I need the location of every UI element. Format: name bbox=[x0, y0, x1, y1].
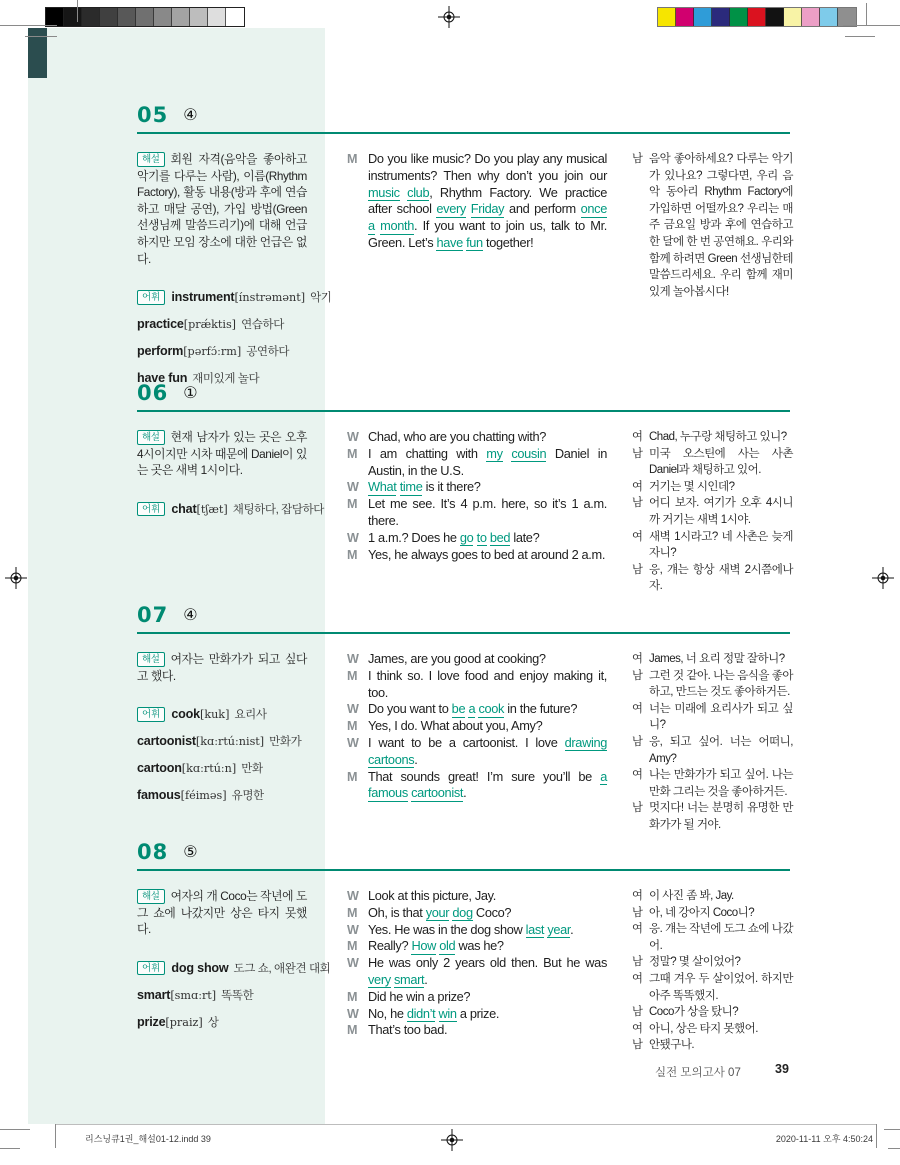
speaker-label: M bbox=[347, 668, 358, 683]
grayscale-swatch bbox=[154, 8, 172, 26]
highlighted-word: once bbox=[580, 201, 607, 217]
vocabulary-meaning: 채팅하다, 잡담하다 bbox=[232, 503, 325, 516]
translation-speaker-label: 여 bbox=[632, 923, 643, 936]
translation-line bbox=[632, 668, 793, 701]
dialogue-line bbox=[347, 496, 607, 530]
dialogue-line bbox=[347, 530, 607, 547]
explanation-paragraph bbox=[137, 888, 307, 938]
crop-mark bbox=[866, 3, 867, 25]
section-header bbox=[137, 103, 198, 127]
translation-line bbox=[632, 529, 793, 562]
vocabulary-term: have fun bbox=[137, 371, 188, 386]
section-divider bbox=[137, 132, 790, 134]
translation-speaker-label: 여 bbox=[632, 653, 643, 665]
dialogue-line bbox=[347, 938, 607, 955]
translation-text: 너는 미래에 요리사가 되고 싶니? bbox=[649, 702, 793, 732]
grayscale-swatch bbox=[190, 8, 208, 26]
translation-text: 아, 네 강아지 Coco니? bbox=[649, 906, 755, 919]
dialogue-line bbox=[347, 718, 607, 735]
color-bar bbox=[657, 7, 857, 27]
slug-filename: 리스닝큐1권_해설01-12.indd 39 bbox=[85, 1134, 211, 1144]
translation-text: 그때 겨우 두 살이었어. 하지만 아주 똑똑했지. bbox=[649, 972, 793, 1002]
vocabulary-meaning: 연습하다 bbox=[241, 319, 284, 332]
vocabulary-phonetic: [kɑːrtúːnist] bbox=[195, 735, 265, 749]
vocabulary-term: prize bbox=[137, 1014, 166, 1029]
speaker-label: M bbox=[347, 719, 358, 734]
vocabulary-badge: 어휘 bbox=[137, 961, 165, 976]
grayscale-swatch bbox=[208, 8, 226, 26]
translation-speaker-label: 여 bbox=[632, 480, 643, 493]
explanation-column bbox=[137, 151, 332, 392]
translation-line bbox=[632, 767, 793, 800]
vocabulary-phonetic: [praiz] bbox=[165, 1015, 203, 1029]
explanation-paragraph bbox=[137, 651, 307, 684]
translation-speaker-label: 여 bbox=[632, 431, 643, 443]
grayscale-swatch bbox=[136, 8, 154, 26]
highlighted-word: dog bbox=[452, 904, 473, 920]
translation-speaker-label: 남 bbox=[632, 1039, 643, 1052]
explanation-badge: 해설 bbox=[137, 889, 165, 904]
vocabulary-term: perform bbox=[137, 344, 184, 359]
vocabulary-entry bbox=[137, 755, 307, 782]
translation-speaker-label: 남 bbox=[632, 1006, 643, 1019]
vocabulary-phonetic: [féiməs] bbox=[180, 789, 227, 803]
vocabulary-term: cartoonist bbox=[137, 734, 196, 749]
vocabulary-entry bbox=[137, 1009, 307, 1036]
translation-text: Coco가 상을 탔니? bbox=[649, 1006, 739, 1019]
speaker-label: W bbox=[347, 652, 359, 666]
speaker-label: W bbox=[347, 922, 359, 937]
highlighted-word: old bbox=[439, 938, 456, 954]
translation-text: 응. 걔는 작년에 도그 쇼에 나갔어. bbox=[649, 923, 793, 952]
dialogue-text: Yes, he always goes to bed at around 2 a.m. bbox=[368, 546, 606, 562]
speaker-label: M bbox=[347, 547, 358, 562]
vocabulary-entry bbox=[137, 311, 307, 338]
color-swatch bbox=[748, 8, 766, 26]
highlighted-word: win bbox=[438, 1005, 457, 1021]
translation-line bbox=[632, 888, 793, 905]
vocabulary-entry bbox=[137, 496, 325, 523]
highlighted-word: have bbox=[436, 234, 463, 250]
explanation-paragraph bbox=[137, 151, 307, 267]
color-swatch bbox=[730, 8, 748, 26]
color-swatch bbox=[802, 8, 820, 26]
dialogue-column bbox=[347, 429, 607, 563]
translation-text: 거기는 몇 시인데? bbox=[649, 480, 735, 493]
translation-speaker-label: 여 bbox=[632, 1022, 643, 1035]
answer-number: ① bbox=[183, 385, 198, 402]
translation-line bbox=[632, 562, 793, 595]
dialogue-line bbox=[347, 888, 607, 905]
crop-mark bbox=[876, 1124, 877, 1148]
crop-mark bbox=[843, 25, 900, 26]
crop-mark bbox=[0, 1129, 30, 1130]
section-header bbox=[137, 840, 198, 864]
translation-line bbox=[632, 954, 793, 971]
highlighted-word: famous bbox=[368, 785, 408, 801]
vocabulary-meaning: 만화 bbox=[241, 763, 263, 776]
highlighted-word: be bbox=[451, 701, 466, 717]
translation-text: 응, 되고 싶어. 너는 어떠니, Amy? bbox=[649, 735, 793, 765]
translation-text: 미국 오스틴에 사는 사촌 Daniel과 채팅하고 있어. bbox=[649, 447, 793, 477]
explanation-text: 회원 자격(음악을 좋아하고 악기를 다루는 사람), 이름(Rhythm Factory), 활동 내용(방과 후에 연습하고 매달 공연), 가입 방법(Green 선생님께 말씀드리기)에 대해 언급하지만 모임 장소에 대한 언급은 없다. bbox=[137, 152, 307, 266]
registration-mark-right-icon bbox=[872, 567, 894, 589]
highlighted-word: cartoons bbox=[368, 751, 415, 767]
dialogue-column bbox=[347, 151, 607, 252]
vocabulary-entry bbox=[137, 955, 331, 982]
translation-speaker-label: 남 bbox=[632, 447, 643, 460]
dialogue-text: Look at this picture, Jay. bbox=[368, 888, 496, 903]
dialogue-text: Yes, I do. What about you, Amy? bbox=[368, 718, 543, 734]
dialogue-text: Do you like music? Do you play any musical instruments? Then why don’t you join our music club, Rhythm Factory. We practice after school every Friday and perform once a month. If you want to join us, talk to Mr. Green. Let’s have fun together! bbox=[368, 151, 607, 250]
speaker-label: M bbox=[347, 497, 358, 512]
dialogue-line bbox=[347, 651, 607, 668]
translation-line bbox=[632, 651, 793, 668]
vocabulary-term: practice bbox=[137, 317, 184, 332]
highlighted-word: to bbox=[476, 529, 487, 545]
translation-line bbox=[632, 921, 793, 954]
vocabulary-meaning: 똑똑한 bbox=[221, 989, 254, 1002]
vocabulary-phonetic: [pərfɔ́ːrm] bbox=[183, 345, 242, 359]
dialogue-text: Really? How old was he? bbox=[368, 938, 504, 954]
translation-speaker-label: 여 bbox=[632, 890, 643, 902]
highlighted-word: How bbox=[411, 938, 436, 954]
translation-speaker-label: 남 bbox=[632, 956, 643, 969]
vocabulary-meaning: 도그 쇼, 애완견 대회 bbox=[233, 962, 331, 975]
speaker-label: M bbox=[347, 905, 358, 920]
highlighted-word: every bbox=[436, 201, 466, 217]
vocabulary-phonetic: [ínstrəmənt] bbox=[234, 291, 306, 305]
vocabulary-phonetic: [kɑːrtúːn] bbox=[181, 762, 237, 776]
speaker-label: W bbox=[347, 889, 359, 903]
color-swatch bbox=[820, 8, 838, 26]
dialogue-text: James, are you good at cooking? bbox=[368, 651, 546, 666]
translation-speaker-label: 남 bbox=[632, 906, 643, 919]
explanation-text: 여자는 만화가가 되고 싶다고 했다. bbox=[137, 652, 307, 683]
highlighted-word: my bbox=[486, 445, 503, 461]
dialogue-text: Chad, who are you chatting with? bbox=[368, 429, 547, 444]
highlighted-word: Friday bbox=[470, 201, 505, 217]
translation-line bbox=[632, 446, 793, 479]
dialogue-column bbox=[347, 888, 607, 1039]
speaker-label: W bbox=[347, 430, 359, 444]
slug-timestamp: 2020-11-11 오후 4:50:24 bbox=[775, 1134, 873, 1144]
dialogue-line bbox=[347, 955, 607, 989]
translation-text: 새벽 1시라고? 네 사촌은 늦게 자니? bbox=[649, 530, 793, 560]
answer-number: ④ bbox=[183, 107, 198, 124]
speaker-label: W bbox=[347, 480, 359, 495]
footer-section-label: 실전 모의고사 07 bbox=[655, 1067, 741, 1079]
dialogue-text: Did he win a prize? bbox=[368, 988, 471, 1004]
highlighted-word: a bbox=[600, 768, 607, 784]
highlighted-word: smart bbox=[394, 971, 425, 987]
translation-line bbox=[632, 429, 793, 446]
highlighted-word: club bbox=[407, 184, 430, 200]
translation-text: 나는 만화가가 되고 싶어. 나는 만화 그리는 것을 좋아하거든. bbox=[649, 769, 793, 798]
translation-text: 멋지다! 너는 분명히 유명한 만화가가 될 거야. bbox=[649, 802, 793, 831]
speaker-label: M bbox=[347, 152, 358, 166]
speaker-label: M bbox=[347, 939, 358, 954]
dialogue-line bbox=[347, 446, 607, 480]
section-divider bbox=[137, 632, 790, 634]
highlighted-word: year bbox=[547, 921, 571, 937]
crop-mark bbox=[884, 1129, 900, 1130]
vocabulary-entry bbox=[137, 982, 307, 1009]
explanation-badge: 해설 bbox=[137, 430, 165, 445]
vocabulary-entry bbox=[137, 701, 307, 728]
speaker-label: W bbox=[347, 530, 359, 545]
color-swatch bbox=[676, 8, 694, 26]
dialogue-line bbox=[347, 989, 607, 1006]
highlighted-word: What bbox=[368, 479, 397, 495]
highlighted-word: drawing bbox=[564, 734, 607, 750]
dialogue-text: 1 a.m.? Does he go to bed late? bbox=[368, 529, 540, 545]
translation-text: 응, 걔는 항상 새벽 2시쯤에나 자. bbox=[649, 563, 793, 593]
dialogue-text: Yes. He was in the dog show last year. bbox=[368, 921, 574, 937]
highlighted-word: fun bbox=[466, 234, 483, 250]
dialogue-text: No, he didn’t win a prize. bbox=[368, 1005, 500, 1021]
explanation-column bbox=[137, 429, 325, 523]
dialogue-line bbox=[347, 701, 607, 718]
dialogue-text: Let me see. It’s 4 p.m. here, so it’s 1 a.m. there. bbox=[368, 496, 607, 528]
grayscale-swatch bbox=[226, 8, 244, 26]
crop-mark bbox=[55, 1124, 56, 1148]
explanation-text: 현재 남자가 있는 곳은 오후 4시이지만 시차 때문에 Daniel이 있는 곳은 새벽 1시이다. bbox=[137, 430, 307, 478]
highlighted-word: very bbox=[368, 971, 391, 987]
vocabulary-term: chat bbox=[171, 501, 197, 516]
highlighted-word: a bbox=[368, 218, 375, 234]
dialogue-line bbox=[347, 905, 607, 922]
translation-column bbox=[632, 888, 793, 1054]
translation-text: Chad, 누구랑 채팅하고 있니? bbox=[649, 431, 787, 443]
translation-speaker-label: 남 bbox=[632, 563, 643, 576]
color-swatch bbox=[838, 8, 856, 26]
dialogue-text: That’s too bad. bbox=[368, 1022, 448, 1038]
section-divider bbox=[137, 410, 790, 412]
vocabulary-meaning: 만화가 bbox=[269, 736, 302, 749]
explanation-badge: 해설 bbox=[137, 652, 165, 667]
grayscale-swatch bbox=[46, 8, 64, 26]
vocabulary-badge: 어휘 bbox=[137, 290, 165, 305]
highlighted-word: cartoonist bbox=[411, 785, 464, 801]
translation-column bbox=[632, 429, 793, 595]
vocabulary-block bbox=[137, 701, 307, 809]
crop-mark bbox=[25, 36, 57, 37]
dialogue-line bbox=[347, 1022, 607, 1039]
translation-text: 정말? 몇 살이었어? bbox=[649, 956, 741, 969]
grayscale-bar bbox=[45, 7, 245, 27]
section-number: 07 bbox=[137, 603, 169, 627]
dialogue-text: I am chatting with my cousin Daniel in Austin, in the U.S. bbox=[368, 445, 607, 478]
vocabulary-meaning: 요리사 bbox=[234, 709, 267, 722]
translation-speaker-label: 남 bbox=[632, 802, 643, 815]
translation-speaker-label: 남 bbox=[632, 735, 643, 748]
translation-speaker-label: 여 bbox=[632, 530, 643, 543]
dialogue-text: I want to be a cartoonist. I love drawing cartoons. bbox=[368, 734, 607, 767]
translation-line bbox=[632, 800, 793, 833]
speaker-label: M bbox=[347, 769, 358, 784]
answer-number: ④ bbox=[183, 607, 198, 624]
vocabulary-block bbox=[137, 955, 331, 1036]
translation-line bbox=[632, 1004, 793, 1021]
highlighted-word: cook bbox=[478, 701, 505, 717]
color-swatch bbox=[766, 8, 784, 26]
explanation-column bbox=[137, 888, 331, 1036]
translation-column bbox=[632, 651, 793, 834]
vocabulary-entry bbox=[137, 284, 332, 311]
dialogue-line bbox=[347, 547, 607, 564]
highlighted-word: didn’t bbox=[406, 1005, 436, 1021]
translation-speaker-label: 남 bbox=[632, 669, 643, 682]
section-header bbox=[137, 603, 198, 627]
grayscale-swatch bbox=[100, 8, 118, 26]
highlighted-word: go bbox=[459, 529, 474, 545]
vocabulary-phonetic: [tʃæt] bbox=[196, 502, 228, 516]
vocabulary-meaning: 공연하다 bbox=[246, 346, 290, 359]
translation-speaker-label: 여 bbox=[632, 972, 643, 985]
crop-mark bbox=[845, 36, 875, 37]
translation-line bbox=[632, 151, 793, 300]
vocabulary-phonetic: [smɑːrt] bbox=[170, 988, 217, 1002]
translation-text: 그런 것 같아. 나는 음식을 좋아하고, 만드는 것도 좋아하거든. bbox=[649, 669, 793, 699]
vocabulary-term: famous bbox=[137, 788, 181, 803]
translation-text: 아니, 상은 타지 못했어. bbox=[649, 1022, 758, 1035]
registration-mark-bottom-icon bbox=[441, 1129, 463, 1151]
translation-line bbox=[632, 905, 793, 922]
vocabulary-phonetic: [prǽktis] bbox=[183, 318, 237, 332]
speaker-label: M bbox=[347, 989, 358, 1004]
crop-mark bbox=[77, 0, 78, 22]
speaker-label: M bbox=[347, 1023, 358, 1038]
dialogue-text: I think so. I love food and enjoy making it, too. bbox=[368, 667, 607, 700]
explanation-paragraph bbox=[137, 429, 307, 479]
translation-line bbox=[632, 1037, 793, 1054]
vocabulary-term: instrument bbox=[171, 290, 235, 305]
dialogue-column bbox=[347, 651, 607, 802]
vocabulary-meaning: 상 bbox=[207, 1016, 219, 1029]
slug-divider bbox=[55, 1124, 876, 1125]
section-number: 08 bbox=[137, 840, 169, 864]
highlighted-word: last bbox=[525, 921, 545, 937]
speaker-label: W bbox=[347, 956, 359, 971]
vocabulary-term: smart bbox=[137, 987, 171, 1002]
translation-speaker-label: 여 bbox=[632, 702, 643, 715]
vocabulary-term: cartoon bbox=[137, 761, 182, 776]
grayscale-swatch bbox=[172, 8, 190, 26]
highlighted-word: your bbox=[425, 904, 450, 920]
translation-line bbox=[632, 734, 793, 767]
color-swatch bbox=[694, 8, 712, 26]
vocabulary-phonetic: [kuk] bbox=[199, 708, 230, 722]
crop-mark bbox=[888, 1148, 900, 1149]
vocabulary-term: cook bbox=[171, 707, 200, 722]
vocabulary-block bbox=[137, 496, 325, 523]
highlighted-word: bed bbox=[489, 529, 511, 545]
vocabulary-entry bbox=[137, 338, 307, 365]
translation-text: 이 사진 좀 봐, Jay. bbox=[649, 890, 734, 902]
speaker-label: W bbox=[347, 735, 359, 750]
dialogue-line bbox=[347, 1006, 607, 1023]
explanation-badge: 해설 bbox=[137, 152, 165, 167]
translation-speaker-label: 여 bbox=[632, 769, 643, 782]
footer-page-number: 39 bbox=[775, 1062, 789, 1076]
color-swatch bbox=[784, 8, 802, 26]
dialogue-line bbox=[347, 735, 607, 769]
vocabulary-meaning: 재미있게 놀다 bbox=[192, 373, 260, 386]
translation-text: James, 너 요리 정말 잘하니? bbox=[649, 653, 785, 665]
answer-number: ⑤ bbox=[183, 844, 198, 861]
vocabulary-entry bbox=[137, 782, 307, 809]
vocabulary-meaning: 유명한 bbox=[231, 790, 264, 803]
vocabulary-entry bbox=[137, 728, 307, 755]
highlighted-word: time bbox=[399, 479, 423, 495]
translation-speaker-label: 남 bbox=[632, 153, 643, 165]
explanation-text: 여자의 개 Coco는 작년에 도그 쇼에 나갔지만 상은 타지 못했다. bbox=[137, 889, 307, 937]
highlighted-word: month bbox=[380, 218, 414, 234]
color-swatch bbox=[658, 8, 676, 26]
highlighted-word: cousin bbox=[511, 445, 547, 461]
explanation-column bbox=[137, 651, 307, 809]
translation-column bbox=[632, 151, 793, 300]
translation-line bbox=[632, 971, 793, 1004]
section-header bbox=[137, 381, 198, 405]
dialogue-text: What time is it there? bbox=[368, 479, 481, 495]
translation-line bbox=[632, 495, 793, 528]
dialogue-text: He was only 2 years old then. But he was very smart. bbox=[368, 955, 607, 987]
translation-text: 안됐구나. bbox=[649, 1039, 695, 1052]
grayscale-swatch bbox=[82, 8, 100, 26]
section-divider bbox=[137, 869, 790, 871]
translation-line bbox=[632, 1021, 793, 1038]
crop-mark bbox=[0, 1148, 20, 1149]
dialogue-line bbox=[347, 922, 607, 939]
dialogue-text: That sounds great! I’m sure you’ll be a famous cartoonist. bbox=[368, 768, 607, 801]
translation-line bbox=[632, 479, 793, 496]
vocabulary-badge: 어휘 bbox=[137, 502, 165, 517]
vocabulary-badge: 어휘 bbox=[137, 707, 165, 722]
dialogue-text: Do you want to be a cook in the future? bbox=[368, 701, 578, 717]
dialogue-line bbox=[347, 429, 607, 446]
speaker-label: W bbox=[347, 1006, 359, 1021]
vocabulary-meaning: 악기 bbox=[310, 292, 332, 305]
translation-speaker-label: 남 bbox=[632, 497, 643, 510]
crop-mark bbox=[0, 25, 57, 26]
dialogue-line bbox=[347, 769, 607, 803]
registration-mark-top-icon bbox=[438, 6, 460, 28]
speaker-label: W bbox=[347, 702, 359, 717]
registration-mark-left-icon bbox=[5, 567, 27, 589]
color-swatch bbox=[712, 8, 730, 26]
section-number: 05 bbox=[137, 103, 169, 127]
dialogue-text: Oh, is that your dog Coco? bbox=[368, 904, 512, 920]
translation-text: 음악 좋아하세요? 다루는 악기가 있나요? 그렇다면, 우리 음악 동아리 Rhythm Factory에 가입하면 어떨까요? 우리는 매주 금요일 방과 후에 연습하고 한 달에 한 번 공연해요. 우리와 함께 하려면 Green 선생님한테 말씀드리세요. 우리 함께 재미있게 놀아봅시다! bbox=[649, 153, 793, 298]
dialogue-line bbox=[347, 479, 607, 496]
translation-text: 어디 보자. 여기가 오후 4시니까 거기는 새벽 1시야. bbox=[649, 497, 793, 526]
highlighted-word: a bbox=[468, 701, 476, 717]
section-number: 06 bbox=[137, 381, 169, 405]
translation-line bbox=[632, 701, 793, 734]
highlighted-word: music bbox=[368, 184, 400, 200]
grayscale-swatch bbox=[64, 8, 82, 26]
speaker-label: M bbox=[347, 446, 358, 461]
grayscale-swatch bbox=[118, 8, 136, 26]
dialogue-line bbox=[347, 151, 607, 252]
vocabulary-block bbox=[137, 284, 332, 392]
dialogue-line bbox=[347, 668, 607, 702]
vocabulary-term: dog show bbox=[171, 960, 229, 975]
